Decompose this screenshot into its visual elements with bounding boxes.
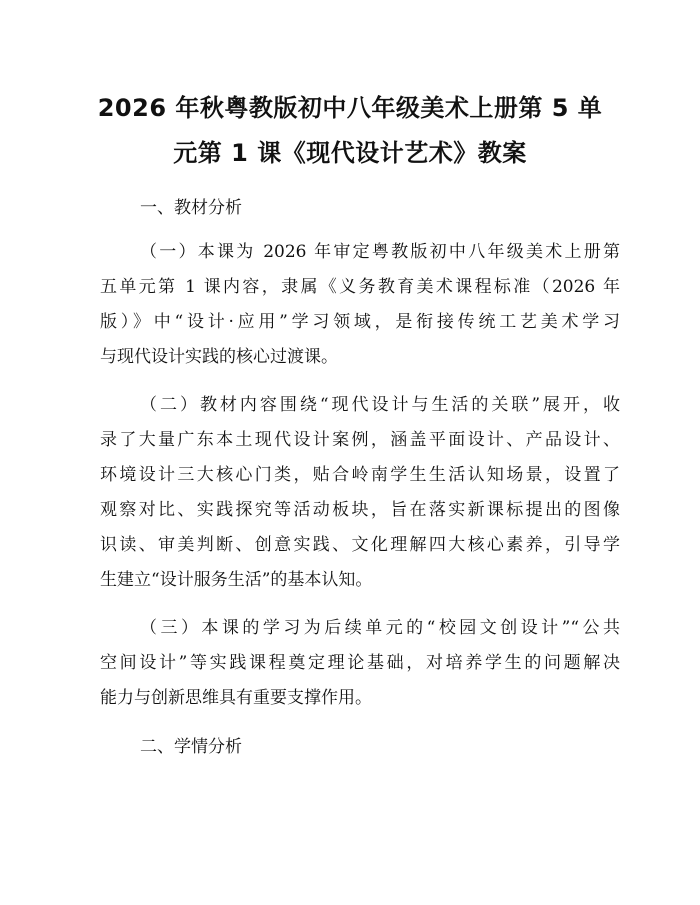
paragraph-2-line: （二）教材内容围绕“现代设计与生活的关联”展开，收 [140,395,620,415]
section-heading-student-analysis: 二、学情分析 [140,737,242,757]
paragraph-3-line: 空间设计”等实践课程奠定理论基础，对培养学生的问题解决 [100,653,620,673]
paragraph-1 [100,240,620,380]
paragraph-3-line: 能力与创新思维具有重要支撑作用。 [100,688,372,708]
paragraph-1-line: 与现代设计实践的核心过渡课。 [100,347,338,367]
paragraph-2-line: 环境设计三大核心门类，贴合岭南学生生活认知场景，设置了 [100,465,620,485]
paragraph-3 [100,616,620,721]
paragraph-2-line: 录了大量广东本土现代设计案例，涵盖平面设计、产品设计、 [100,430,620,450]
document-title-line-2: 元第 1 课《现代设计艺术》教案 [173,139,527,167]
paragraph-2-line: 观察对比、实践探究等活动板块，旨在落实新课标提出的图像 [100,500,620,520]
paragraph-1-line: 版）》中“设计·应用”学习领域，是衔接传统工艺美术学习 [100,312,620,332]
paragraph-3-line: （三）本课的学习为后续单元的“校园文创设计”“公共 [140,618,620,638]
paragraph-2 [100,393,620,603]
section-heading-textbook-analysis: 一、教材分析 [140,198,242,218]
paragraph-1-line: （一）本课为 2026 年审定粤教版初中八年级美术上册第 [140,242,620,262]
paragraph-2-line: 识读、审美判断、创意实践、文化理解四大核心素养，引导学 [100,535,620,555]
document-title-line-1: 2026 年秋粤教版初中八年级美术上册第 5 单 [97,94,603,122]
paragraph-1-line: 五单元第 1 课内容，隶属《义务教育美术课程标准（2026 年 [100,277,620,297]
paragraph-2-line: 生建立“设计服务生活”的基本认知。 [100,570,373,590]
